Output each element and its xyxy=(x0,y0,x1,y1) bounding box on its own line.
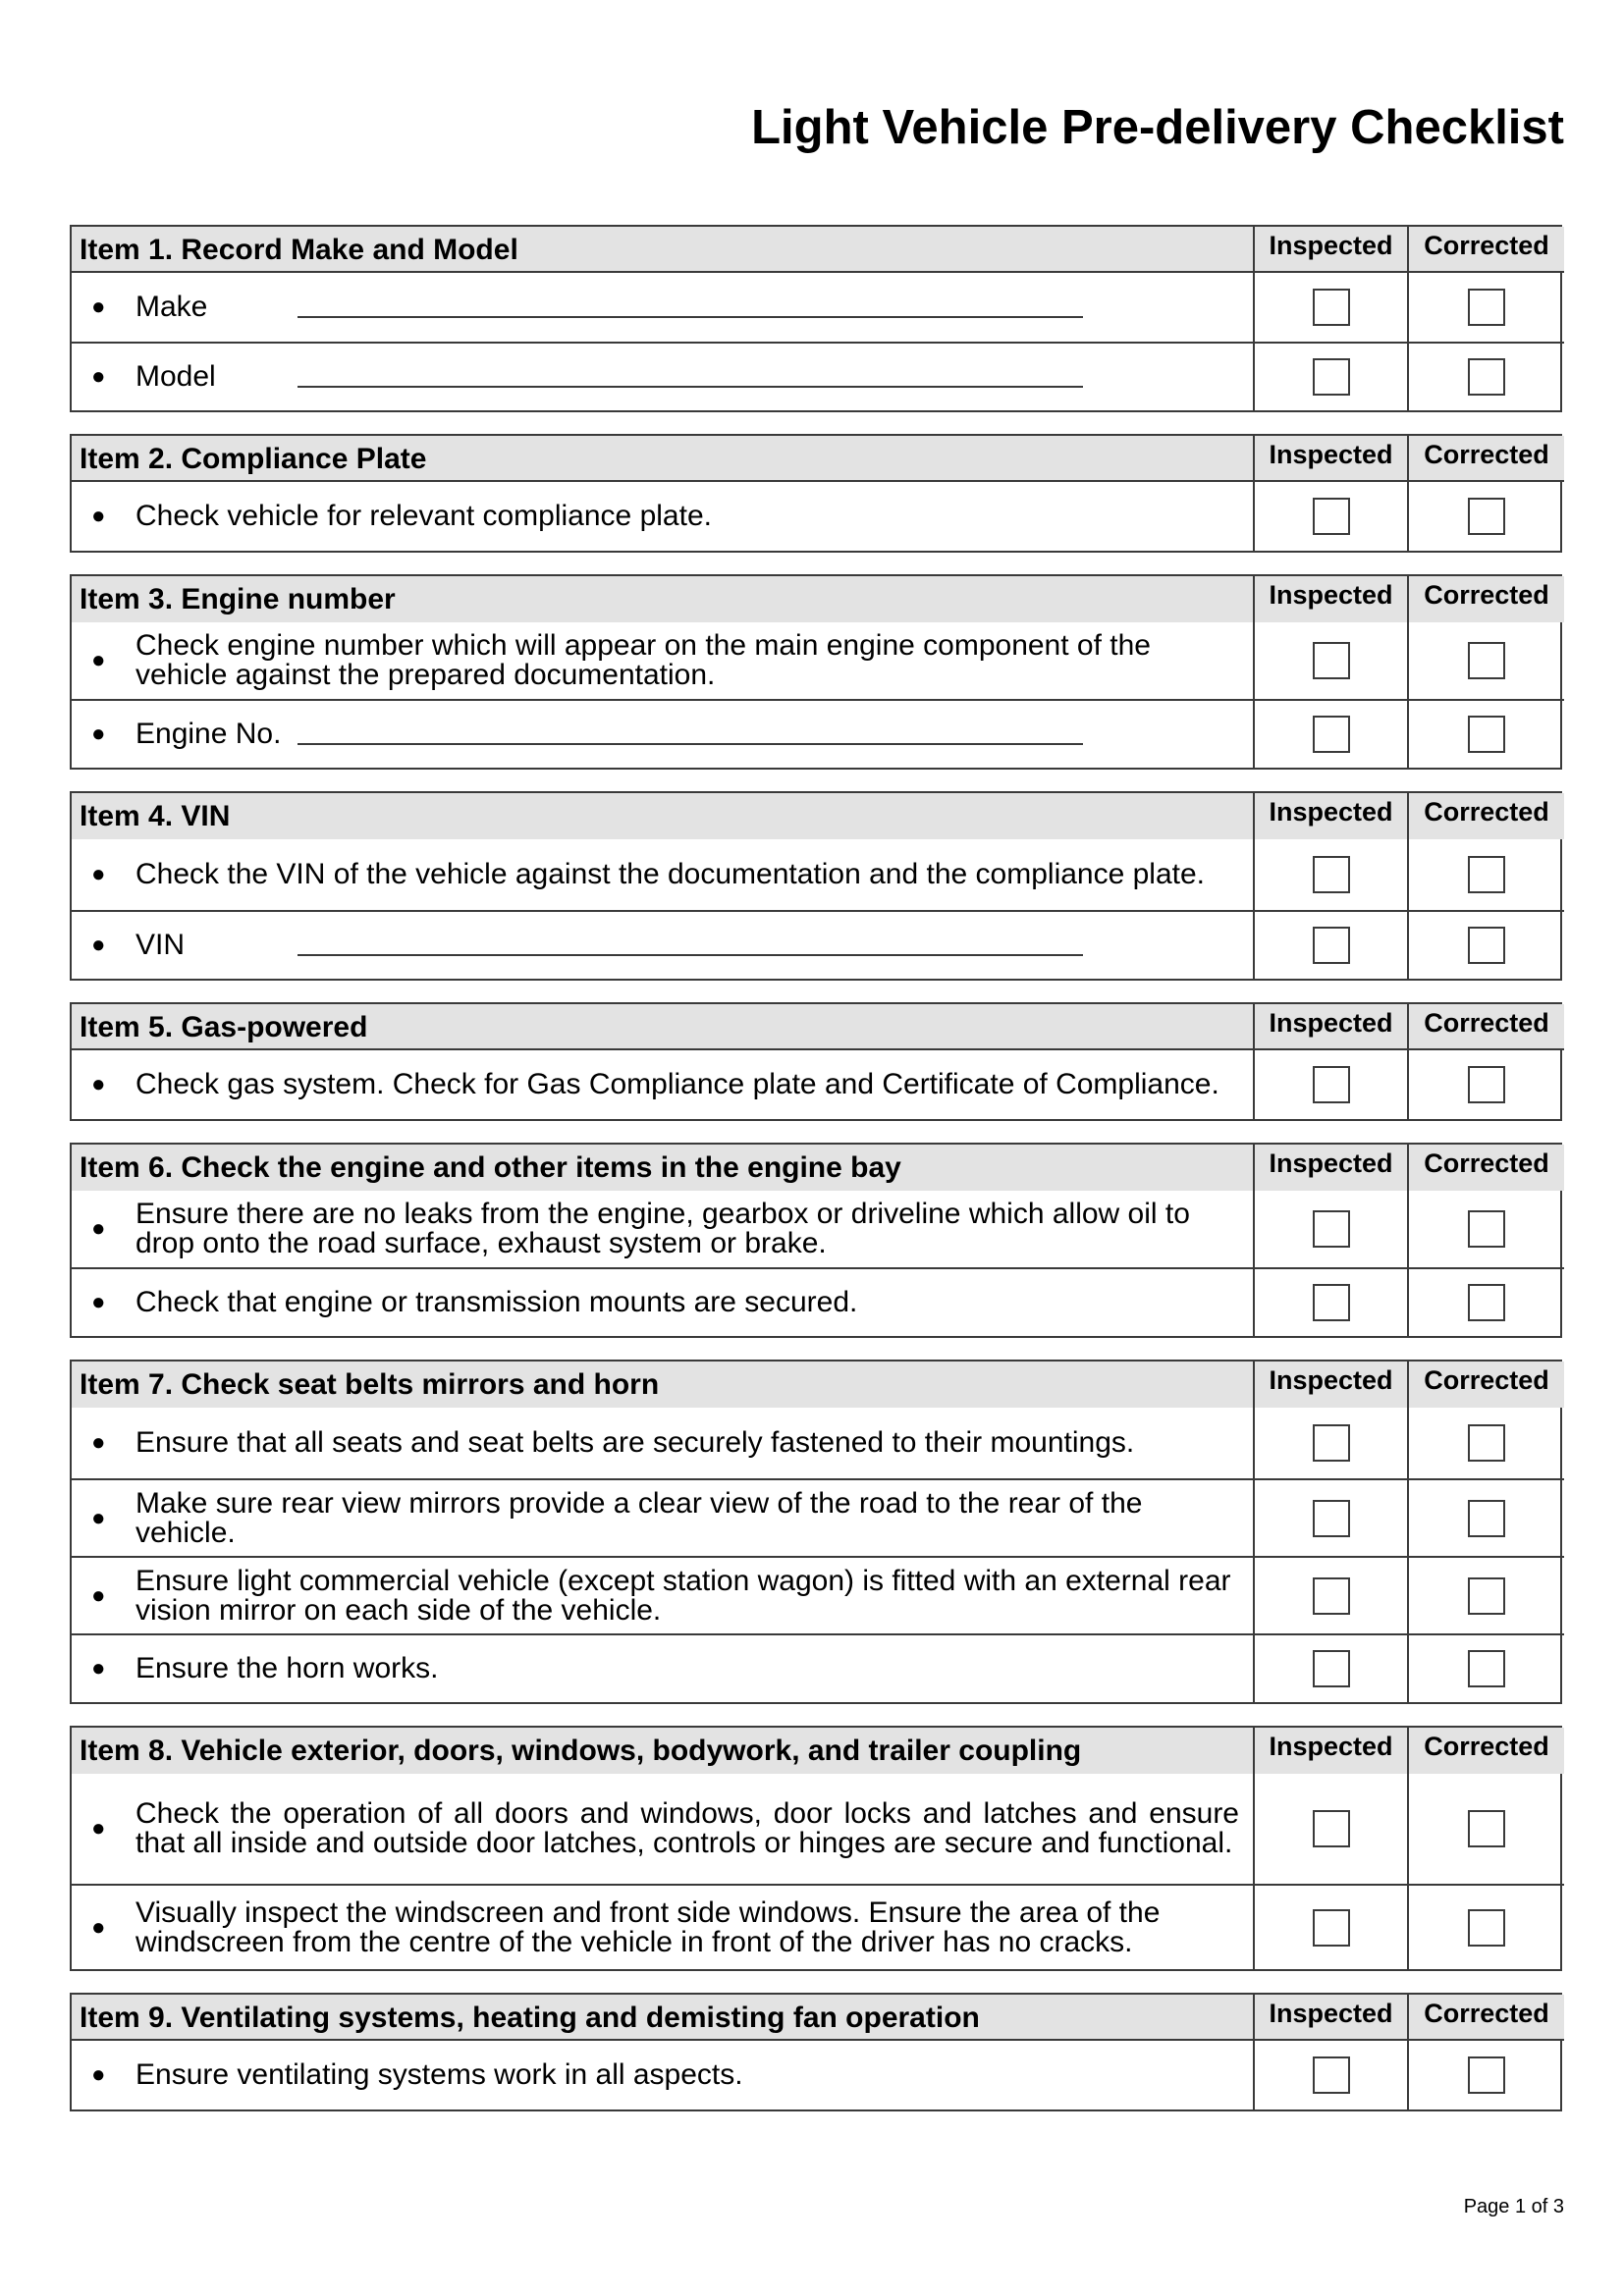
check-item-text: Check gas system. Check for Gas Compliance plate and Certificate of Compliance. xyxy=(135,1068,1219,1100)
column-header-corrected: Corrected xyxy=(1407,436,1564,482)
record-field-row xyxy=(72,699,1253,768)
bullet-icon: ● xyxy=(91,721,106,747)
field-label: Model xyxy=(135,360,216,393)
bullet-icon: ● xyxy=(91,2061,106,2088)
bullet-icon: ● xyxy=(91,861,106,887)
corrected-cell xyxy=(1407,910,1564,979)
section-heading: Item 9. Ventilating systems, heating and demisting fan operation xyxy=(72,1995,1253,2041)
checklist-section xyxy=(70,434,1562,553)
column-header-corrected: Corrected xyxy=(1407,227,1564,273)
inspected-cell xyxy=(1253,1191,1407,1267)
field-label: Engine No. xyxy=(135,718,282,750)
corrected-checkbox[interactable] xyxy=(1468,1066,1505,1103)
section-heading: Item 5. Gas-powered xyxy=(72,1004,1253,1050)
inspected-checkbox[interactable] xyxy=(1313,358,1350,396)
checklist-section xyxy=(70,1726,1562,1971)
inspected-cell xyxy=(1253,699,1407,768)
corrected-checkbox[interactable] xyxy=(1468,1210,1505,1248)
checklist-section xyxy=(70,1002,1562,1121)
check-item-row xyxy=(72,1774,1253,1884)
inspected-checkbox[interactable] xyxy=(1313,1577,1350,1615)
check-item-row xyxy=(72,839,1253,910)
corrected-checkbox[interactable] xyxy=(1468,927,1505,964)
inspected-cell xyxy=(1253,482,1407,551)
inspected-checkbox[interactable] xyxy=(1313,1424,1350,1462)
corrected-cell xyxy=(1407,622,1564,699)
inspected-cell xyxy=(1253,342,1407,410)
checklist-section xyxy=(70,791,1562,981)
column-header-inspected: Inspected xyxy=(1253,1728,1407,1774)
corrected-cell xyxy=(1407,342,1564,410)
corrected-checkbox[interactable] xyxy=(1468,1650,1505,1687)
inspected-checkbox[interactable] xyxy=(1313,1210,1350,1248)
corrected-cell xyxy=(1407,273,1564,342)
corrected-cell xyxy=(1407,1478,1564,1556)
section-heading: Item 8. Vehicle exterior, doors, windows, bodywork, and trailer coupling xyxy=(72,1728,1253,1774)
bullet-icon: ● xyxy=(91,1429,106,1456)
corrected-cell xyxy=(1407,1191,1564,1267)
check-item-text: Check that engine or transmission mounts are secured. xyxy=(135,1286,858,1318)
inspected-checkbox[interactable] xyxy=(1313,1500,1350,1537)
checklist-section xyxy=(70,574,1562,770)
inspected-checkbox[interactable] xyxy=(1313,856,1350,893)
corrected-checkbox[interactable] xyxy=(1468,1810,1505,1847)
column-header-corrected: Corrected xyxy=(1407,793,1564,839)
check-item-text: Visually inspect the windscreen and front side windows. Ensure the area of the windscreen from the centre of the vehicle in front of the driver has no cracks. xyxy=(135,1896,1161,1958)
section-heading: Item 2. Compliance Plate xyxy=(72,436,1253,482)
inspected-cell xyxy=(1253,1408,1407,1478)
check-item-text: Ensure the horn works. xyxy=(135,1652,439,1684)
inspected-cell xyxy=(1253,2041,1407,2109)
column-header-inspected: Inspected xyxy=(1253,1995,1407,2041)
check-item-row xyxy=(72,1884,1253,1969)
bullet-icon: ● xyxy=(91,1655,106,1682)
inspected-checkbox[interactable] xyxy=(1313,1909,1350,1947)
corrected-checkbox[interactable] xyxy=(1468,358,1505,396)
bullet-icon: ● xyxy=(91,1289,106,1315)
check-item-text: Check the operation of all doors and windows, door locks and latches and ensure that all inside and outside door latches, controls or hinges are secure and functional. xyxy=(135,1797,1239,1859)
column-header-inspected: Inspected xyxy=(1253,1145,1407,1191)
corrected-checkbox[interactable] xyxy=(1468,1909,1505,1947)
check-item-text: Ensure there are no leaks from the engine, gearbox or driveline which allow oil to drop onto the road surface, exhaust system or brake. xyxy=(135,1198,1190,1259)
inspected-checkbox[interactable] xyxy=(1313,289,1350,326)
check-item-row xyxy=(72,1191,1253,1267)
inspected-cell xyxy=(1253,1633,1407,1702)
bullet-icon: ● xyxy=(91,363,106,390)
corrected-cell xyxy=(1407,1556,1564,1633)
record-field-row xyxy=(72,342,1253,410)
inspected-cell xyxy=(1253,1774,1407,1884)
check-item-row xyxy=(72,1267,1253,1336)
section-heading: Item 1. Record Make and Model xyxy=(72,227,1253,273)
corrected-cell xyxy=(1407,1633,1564,1702)
column-header-corrected: Corrected xyxy=(1407,576,1564,622)
inspected-checkbox[interactable] xyxy=(1313,1284,1350,1321)
corrected-checkbox[interactable] xyxy=(1468,289,1505,326)
corrected-checkbox[interactable] xyxy=(1468,716,1505,753)
bullet-icon: ● xyxy=(91,932,106,958)
inspected-cell xyxy=(1253,910,1407,979)
field-write-line[interactable] xyxy=(298,743,1083,745)
check-item-text: Ensure that all seats and seat belts are securely fastened to their mountings. xyxy=(135,1426,1135,1459)
field-write-line[interactable] xyxy=(298,954,1083,956)
checklist-section xyxy=(70,1993,1562,2111)
corrected-cell xyxy=(1407,1267,1564,1336)
column-header-inspected: Inspected xyxy=(1253,1004,1407,1050)
checklist-section xyxy=(70,225,1562,412)
inspected-cell xyxy=(1253,1556,1407,1633)
corrected-checkbox[interactable] xyxy=(1468,1577,1505,1615)
inspected-cell xyxy=(1253,622,1407,699)
bullet-icon: ● xyxy=(91,294,106,320)
inspected-checkbox[interactable] xyxy=(1313,2056,1350,2094)
corrected-checkbox[interactable] xyxy=(1468,642,1505,679)
section-heading: Item 3. Engine number xyxy=(72,576,1253,622)
inspected-cell xyxy=(1253,1050,1407,1119)
inspected-checkbox[interactable] xyxy=(1313,1066,1350,1103)
page-title: Light Vehicle Pre-delivery Checklist xyxy=(751,101,1564,154)
column-header-corrected: Corrected xyxy=(1407,1145,1564,1191)
section-heading: Item 4. VIN xyxy=(72,793,1253,839)
corrected-cell xyxy=(1407,482,1564,551)
corrected-cell xyxy=(1407,839,1564,910)
corrected-checkbox[interactable] xyxy=(1468,1424,1505,1462)
checklist-section xyxy=(70,1360,1562,1704)
corrected-cell xyxy=(1407,1050,1564,1119)
bullet-icon: ● xyxy=(91,647,106,673)
check-item-row xyxy=(72,1633,1253,1702)
corrected-cell xyxy=(1407,2041,1564,2109)
checklist-section xyxy=(70,1143,1562,1338)
bullet-icon: ● xyxy=(91,1504,106,1531)
column-header-corrected: Corrected xyxy=(1407,1004,1564,1050)
column-header-inspected: Inspected xyxy=(1253,227,1407,273)
column-header-inspected: Inspected xyxy=(1253,576,1407,622)
check-item-text: Ensure light commercial vehicle (except station wagon) is fitted with an external rear vision mirror on each side of the vehicle. xyxy=(135,1564,1231,1627)
bullet-icon: ● xyxy=(91,1071,106,1097)
field-write-line[interactable] xyxy=(298,316,1083,318)
column-header-inspected: Inspected xyxy=(1253,436,1407,482)
corrected-cell xyxy=(1407,1408,1564,1478)
field-write-line[interactable] xyxy=(298,386,1083,388)
check-item-row xyxy=(72,1556,1253,1633)
corrected-checkbox[interactable] xyxy=(1468,1500,1505,1537)
check-item-text: Ensure ventilating systems work in all aspects. xyxy=(135,2058,743,2091)
corrected-checkbox[interactable] xyxy=(1468,1284,1505,1321)
corrected-cell xyxy=(1407,1884,1564,1969)
corrected-cell xyxy=(1407,699,1564,768)
inspected-checkbox[interactable] xyxy=(1313,1810,1350,1847)
check-item-row xyxy=(72,622,1253,699)
inspected-cell xyxy=(1253,839,1407,910)
field-label: Make xyxy=(135,291,208,323)
inspected-cell xyxy=(1253,1267,1407,1336)
inspected-checkbox[interactable] xyxy=(1313,498,1350,535)
corrected-checkbox[interactable] xyxy=(1468,2056,1505,2094)
bullet-icon: ● xyxy=(91,1913,106,1941)
field-label: VIN xyxy=(135,929,186,961)
column-header-corrected: Corrected xyxy=(1407,1995,1564,2041)
column-header-inspected: Inspected xyxy=(1253,1362,1407,1408)
column-header-corrected: Corrected xyxy=(1407,1362,1564,1408)
record-field-row xyxy=(72,273,1253,342)
corrected-checkbox[interactable] xyxy=(1468,856,1505,893)
section-heading: Item 7. Check seat belts mirrors and horn xyxy=(72,1362,1253,1408)
inspected-checkbox[interactable] xyxy=(1313,716,1350,753)
check-item-row xyxy=(72,1408,1253,1478)
column-header-inspected: Inspected xyxy=(1253,793,1407,839)
record-field-row xyxy=(72,910,1253,979)
column-header-corrected: Corrected xyxy=(1407,1728,1564,1774)
check-item-row xyxy=(72,482,1253,551)
inspected-checkbox[interactable] xyxy=(1313,927,1350,964)
corrected-checkbox[interactable] xyxy=(1468,498,1505,535)
inspected-cell xyxy=(1253,1478,1407,1556)
inspected-checkbox[interactable] xyxy=(1313,642,1350,679)
check-item-row xyxy=(72,2041,1253,2109)
section-heading: Item 6. Check the engine and other items in the engine bay xyxy=(72,1145,1253,1191)
inspected-checkbox[interactable] xyxy=(1313,1650,1350,1687)
page-number: Page 1 of 3 xyxy=(1463,2196,1564,2217)
check-item-text: Check the VIN of the vehicle against the documentation and the compliance plate. xyxy=(135,858,1206,890)
bullet-icon: ● xyxy=(91,1581,106,1609)
bullet-icon: ● xyxy=(91,503,106,529)
inspected-cell xyxy=(1253,273,1407,342)
check-item-row xyxy=(72,1478,1253,1556)
check-item-row xyxy=(72,1050,1253,1119)
bullet-icon: ● xyxy=(91,1815,106,1842)
check-item-text: Check vehicle for relevant compliance plate. xyxy=(135,500,712,532)
check-item-text: Make sure rear view mirrors provide a clear view of the road to the rear of the vehicle. xyxy=(135,1486,1143,1549)
checklist xyxy=(70,225,1562,2133)
bullet-icon: ● xyxy=(91,1215,106,1242)
corrected-cell xyxy=(1407,1774,1564,1884)
inspected-cell xyxy=(1253,1884,1407,1969)
check-item-text: Check engine number which will appear on the main engine component of the vehicle against the prepared documentation. xyxy=(135,629,1151,691)
